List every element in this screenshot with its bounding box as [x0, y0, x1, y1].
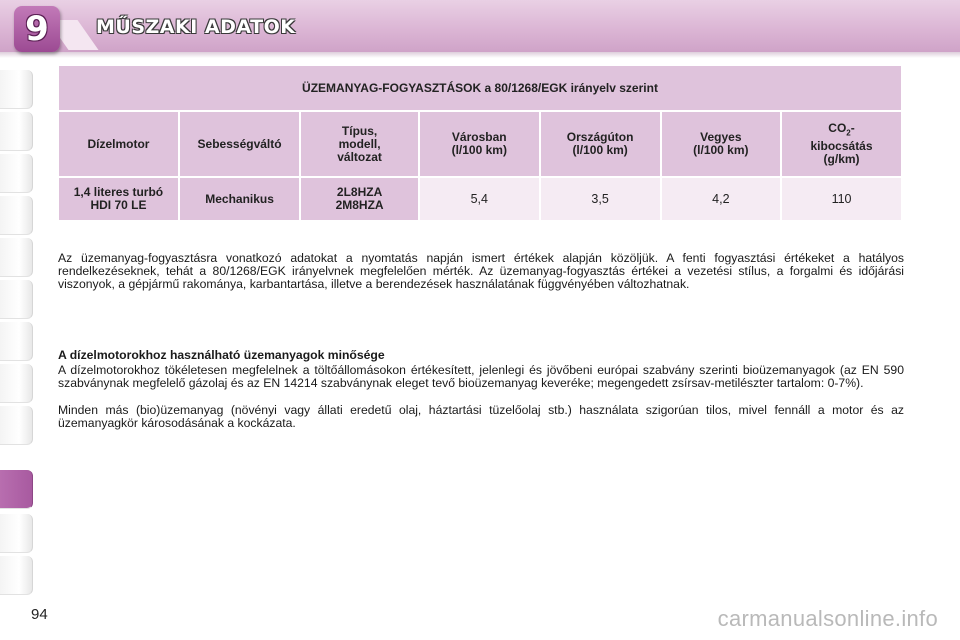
chapter-tab-9-active[interactable] — [0, 470, 33, 509]
chapter-badge — [14, 6, 60, 52]
cell-gearbox: Mechanikus — [180, 178, 299, 220]
chapter-tab-5[interactable] — [0, 238, 33, 277]
chapter-tab-7[interactable] — [0, 322, 33, 361]
page-number: 94 — [31, 606, 48, 623]
header-shadow — [0, 52, 960, 58]
col-header-combined: Vegyes (l/100 km) — [662, 112, 780, 176]
section-heading: A dízelmotorokhoz használható üzemanyagok minősége — [58, 348, 385, 362]
col-header-engine: Dízelmotor — [59, 112, 178, 176]
col-header-extra-urban: Országúton (l/100 km) — [541, 112, 660, 176]
table-row — [59, 178, 901, 220]
cell-co2: 110 — [782, 178, 901, 220]
col-header-urban: Városban (l/100 km) — [420, 112, 539, 176]
cell-urban: 5,4 — [420, 178, 539, 220]
consumption-note: Az üzemanyag-fogyasztásra vonatkozó adatokat a nyomtatás napján ismert értékek alapján közöljük. A fenti fogyasztási értékeket a hatályos rendelkezéseknek, tehát a 80/1268/EGK irányelvnek megfelelően mérték. Az üzemanyag-fogyasztás értékei a vezetési stílus, a forgalmi és időjárási viszonyok, a gépjármű rakománya, karbantartása, illetve a berendezések használatának függvényében változhatnak. — [58, 251, 904, 292]
cell-types: 2L8HZA 2M8HZA — [301, 178, 418, 220]
col-header-co2: $CO_2-$ kibocsátás (g/km) — [782, 112, 901, 176]
chapter-tab-8[interactable] — [0, 364, 33, 403]
chapter-tab-10[interactable] — [0, 514, 33, 553]
chapter-tab-3[interactable] — [0, 154, 33, 193]
table-header-row — [59, 112, 901, 176]
chapter-number: 9 — [25, 9, 49, 49]
chapter-tab-6[interactable] — [0, 280, 33, 319]
chapter-tab-1[interactable] — [0, 70, 33, 109]
page-title: MŰSZAKI ADATOK — [96, 16, 296, 38]
col-header-type: Típus, modell, változat — [301, 112, 418, 176]
cell-combined: 4,2 — [662, 178, 780, 220]
section-paragraph-warning: Minden más (bio)üzemanyag (növényi vagy állati eredetű olaj, háztartási tüzelőolaj stb.) használata szigorúan tilos, mivel fennáll a motor és az üzemanyagkör károsodásának a kockázata. — [58, 403, 904, 431]
section-paragraph-biofuel: A dízelmotorokhoz tökéletesen megfelelnek a töltőállomásokon értékesített, jelenlegi és jövőbeni európai szabvány szerinti bioüzemanyagok (az EN 590 szabványnak megfelelő gázolaj és az EN 14214 szabványnak eleget tevő bioüzemanyag keveréke; megengedett zsírsav-metilészter tartalom: 0-7%). — [58, 363, 904, 391]
chapter-tab-11[interactable] — [0, 556, 33, 595]
chapter-tab-2[interactable] — [0, 112, 33, 151]
chapter-tab-8b[interactable] — [0, 406, 33, 445]
table-title: ÜZEMANYAG-FOGYASZTÁSOK a 80/1268/EGK irányelv szerint — [59, 66, 901, 110]
watermark: carmanualsonline.info — [717, 606, 938, 631]
cell-extra-urban: 3,5 — [541, 178, 660, 220]
chapter-tab-4[interactable] — [0, 196, 33, 235]
fuel-consumption-table — [57, 64, 903, 222]
cell-engine: 1,4 literes turbó HDI 70 LE — [59, 178, 178, 220]
col-header-gearbox: Sebességváltó — [180, 112, 299, 176]
